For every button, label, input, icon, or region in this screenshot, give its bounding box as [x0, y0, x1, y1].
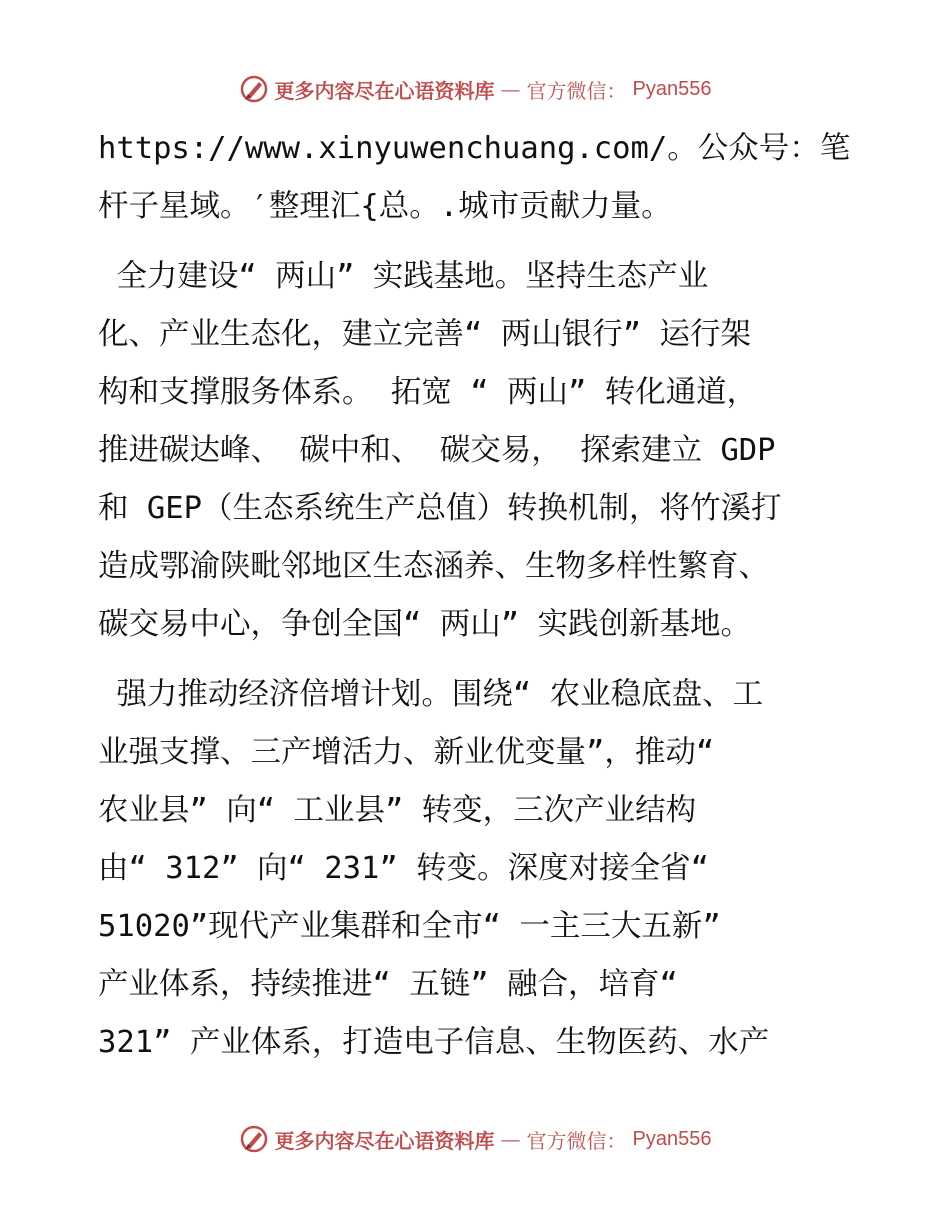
text-line: 构和支撑服务体系。 拓宽 “ 两山” 转化通道，: [98, 375, 758, 410]
header-watermark: [0, 74, 950, 104]
text-line: 化、产业生态化，建立完善“ 两山银行” 运行架: [98, 317, 751, 352]
text-line: 农业县” 向“ 工业县” 转变，三次产业结构: [98, 793, 697, 828]
watermark-label: 官方微信：: [526, 78, 627, 103]
footer-watermark: [0, 1124, 950, 1154]
text-line: 杆子星域。′整理汇{总。.城市贡献力量。: [98, 189, 672, 224]
watermark-account: Pyan556: [632, 77, 712, 100]
text-line: 由“ 312” 向“ 231” 转变。深度对接全省“: [98, 851, 709, 886]
text-line: 产业体系，持续推进“ 五链” 融合，培育“: [98, 967, 678, 1002]
text-line: 造成鄂渝陕毗邻地区生态涵养、生物多样性繁育、: [98, 549, 769, 584]
watermark-brand: 更多内容尽在心语资料库: [274, 1128, 495, 1153]
text-line: 碳交易中心，争创全国“ 两山” 实践创新基地。: [98, 607, 751, 642]
text-line: https://www.xinyuwenchuang.com/。公众号：笔: [98, 131, 851, 166]
text-line: 51020”现代产业集群和全市“ 一主三大五新”: [98, 909, 721, 944]
text-line: 全力建设“ 两山” 实践基地。坚持生态产业: [98, 259, 709, 294]
paragraph-gap: [98, 236, 858, 248]
paragraph-gap: [98, 654, 858, 666]
watermark-account: Pyan556: [632, 1127, 712, 1150]
text-line: 推进碳达峰、 碳中和、 碳交易， 探索建立 GDP: [98, 433, 776, 468]
watermark-label: 官方微信：: [526, 1128, 627, 1153]
pen-logo-icon: [239, 74, 269, 104]
text-line: 和 GEP（生态系统生产总值）转换机制，将竹溪打: [98, 491, 782, 526]
document-body: [98, 120, 858, 1072]
text-line: 强力推动经济倍增计划。围绕“ 农业稳底盘、工: [98, 677, 764, 712]
watermark-brand: 更多内容尽在心语资料库: [274, 78, 495, 103]
watermark-separator: —: [500, 1127, 521, 1151]
text-line: 业强支撑、三产增活力、新业优变量”，推动“: [98, 735, 715, 770]
text-line: 321” 产业体系，打造电子信息、生物医药、水产: [98, 1025, 770, 1060]
watermark-separator: —: [500, 77, 521, 101]
pen-logo-icon: [239, 1124, 269, 1154]
